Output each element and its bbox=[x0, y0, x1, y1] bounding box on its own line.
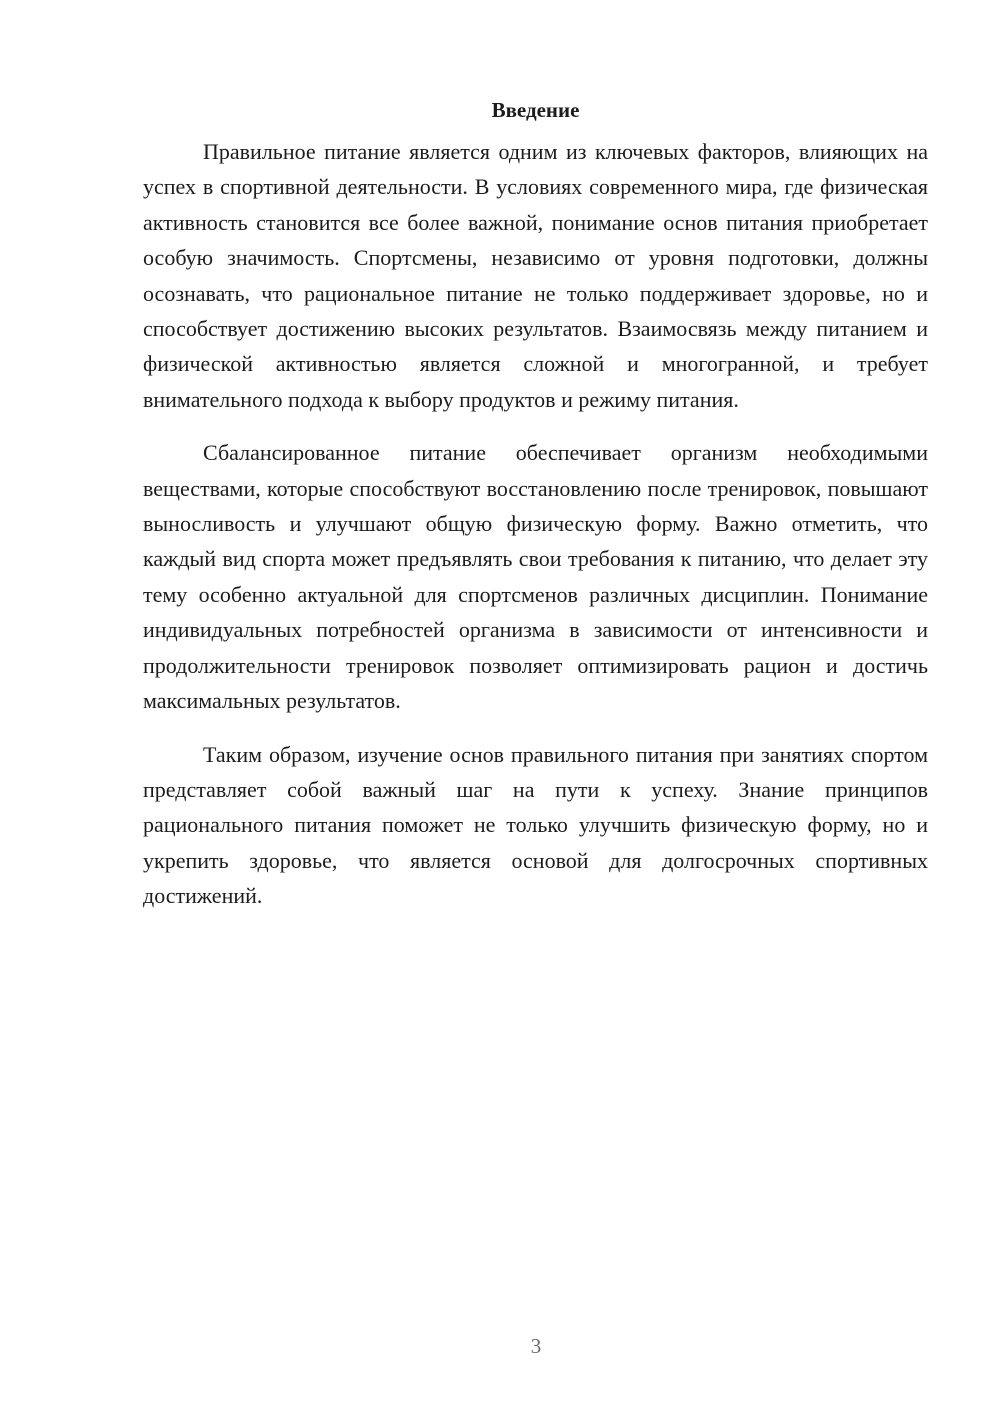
page-number: 3 bbox=[530, 1334, 542, 1358]
paragraph-3: Таким образом, изучение основ правильного питания при занятиях спортом представляет собой важный шаг на пути к успеху. Знание принципов рационального питания поможет не только улучшить физическую форму, но и укрепить здоровье, что является основой для долгосрочных спортивных достижений. bbox=[143, 741, 928, 909]
paragraph-2: Сбалансированное питание обеспечивает организм необходимыми веществами, которые способствуют восстановлению после тренировок, повышают выносливость и улучшают общую физическую форму. Важно отметить, что каждый вид спорта может предъявлять свои требования к питанию, что делает эту тему особенно актуальной для спортсменов различных дисциплин. Понимание индивидуальных потребностей организма в зависимости от интенсивности и продолжительности тренировок позволяет оптимизировать рацион и достичь максимальных результатов. bbox=[143, 440, 928, 714]
page-content bbox=[143, 96, 928, 914]
section-title: Введение bbox=[491, 98, 580, 122]
paragraph-1: Правильное питание является одним из ключевых факторов, влияющих на успех в спортивной деятельности. В условиях современного мира, где физическая активность становится все более важной, понимание основ питания приобретает особую значимость. Спортсмены, независимо от уровня подготовки, должны осознавать, что рациональное питание не только поддерживает здоровье, но и способствует достижению высоких результатов. Взаимосвязь между питанием и физической активностью является сложной и многогранной, и требует внимательного подхода к выбору продуктов и режиму питания. bbox=[143, 139, 928, 412]
